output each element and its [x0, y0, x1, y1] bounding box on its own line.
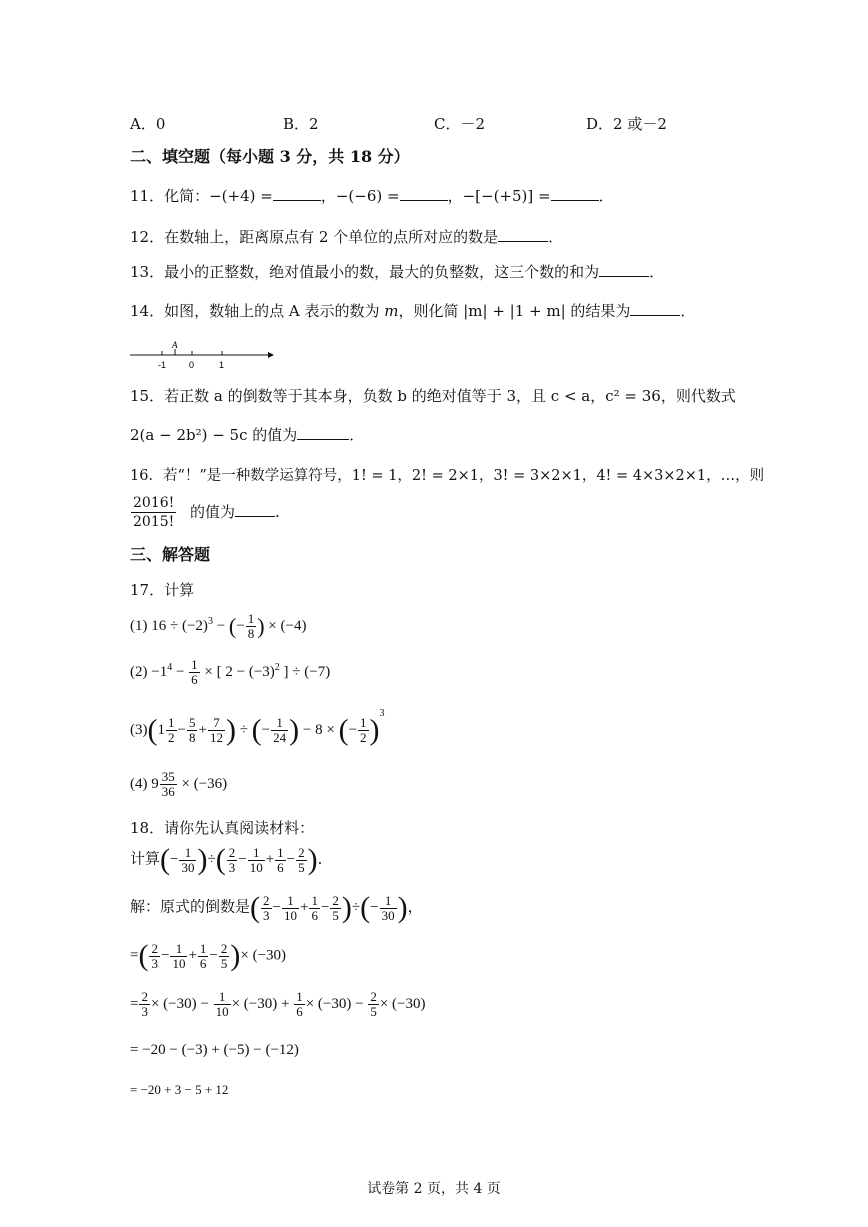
q14-text-2: ，则化简 |m| + |1 + m| 的结果为: [398, 302, 631, 320]
q11-blank-1[interactable]: [273, 186, 321, 201]
q14-var: m: [384, 302, 399, 320]
q17-part-2: [130, 658, 330, 687]
question-15-line-2: [130, 425, 364, 445]
q13-text: 13．最小的正整数，绝对值最小的数，最大的负整数，这三个数的和为: [130, 263, 600, 281]
q14-text-1: 14．如图，数轴上的点 A 表示的数为: [130, 302, 385, 320]
question-15-line-1: 15．若正数 a 的倒数等于其本身，负数 b 的绝对值等于 3，且 c < a，c² = 36，则代数式: [130, 387, 736, 405]
q17-p2-frac: $\frac{1}{6}$: [191, 657, 198, 687]
q17-p2-exp: 4: [167, 661, 173, 673]
q18-solution-line: 解：原式的倒数是( $\frac{2}{3}$ − $\frac{1}{10}$ + $\frac{1}{6}$ − $\frac{2}{5}$ )÷(− $\frac{1}{30}$ )，: [130, 891, 423, 924]
q17-p3-m8: − 8 ×: [299, 722, 339, 738]
q17-p1-c: × (−4): [264, 617, 307, 634]
question-16-line-2: [130, 494, 290, 531]
question-16-line-1: 16．若“！”是一种数学运算符号，1! = 1，2! = 2×1，3! = 3×2×1，4! = 4×3×2×1，…，则: [130, 468, 765, 484]
q16-fraction: [131, 494, 176, 531]
question-14: [130, 301, 695, 321]
q11-expr2: −(−6) =: [335, 187, 400, 205]
q18-step-3: = −20 − (−3) + (−5) − (−12): [130, 1042, 299, 1058]
q17-p4-a: (4) 9: [130, 775, 159, 792]
q17-p2-c: × [ 2 − (−3): [200, 663, 275, 680]
q11-lead: 11．化简：: [130, 187, 210, 205]
number-line: [128, 338, 278, 374]
question-17-title: 17．计算: [130, 581, 195, 599]
q11-expr1: −(+4) =: [209, 187, 273, 205]
q17-p3-whole: 1: [157, 722, 165, 738]
q16-end: ．: [275, 502, 291, 521]
question-12: [130, 227, 563, 247]
q12-blank[interactable]: [498, 227, 548, 242]
q16-blank[interactable]: [235, 502, 275, 517]
q18-step-2: = $\frac{2}{3}$ × (−30) − $\frac{1}{10}$ × (−30) + $\frac{1}{6}$ × (−30) − $\frac{2}{5}$ × (−30): [130, 989, 426, 1019]
q17-p3-div: ÷: [235, 722, 252, 738]
option-a: A．0: [130, 115, 166, 133]
tick-label-0: 0: [189, 360, 195, 370]
question-11: [130, 186, 614, 206]
question-13: [130, 262, 664, 282]
q18-solution-label: 解：原式的倒数是: [130, 899, 251, 916]
q16-numerator: 2016!: [133, 495, 175, 511]
q14-end: ．: [680, 302, 696, 320]
q12-end: ．: [548, 228, 564, 246]
q11-blank-3[interactable]: [551, 186, 599, 201]
q17-p2-a: (2) −1: [130, 663, 168, 680]
q13-blank[interactable]: [599, 262, 649, 277]
question-18-title: 18．请你先认真阅读材料：: [130, 819, 315, 837]
q15-blank[interactable]: [297, 425, 349, 440]
q18-calc-label: 计算: [130, 851, 161, 868]
q11-sep2: ，: [447, 187, 463, 205]
point-a-label: A: [172, 340, 178, 350]
q17-part-1: (1) $16 \div (-2)^3$ − (− $\frac{1}{8}$ ) × (−4): [130, 611, 307, 641]
q17-p3-frac1: $\frac{1}{2}$: [168, 715, 175, 746]
q18-calc-line: 计算(− $\frac{1}{30}$ )÷( $\frac{2}{3}$ − $\frac{1}{10}$ + $\frac{1}{6}$ − $\frac{2}{5}$ )．: [130, 843, 333, 876]
q17-p3-exp: 3: [379, 708, 385, 719]
q17-part-4: [130, 770, 227, 799]
q17-p2-b: −: [172, 663, 189, 680]
axis-arrow-icon: [268, 352, 274, 358]
q17-p3-frac4: $\frac{1}{24}$: [273, 715, 287, 746]
q11-end: ．: [598, 187, 614, 205]
q16-tail: 的值为: [190, 502, 236, 521]
q15-end: ．: [349, 426, 365, 444]
q17-p3-a: (3): [130, 722, 148, 738]
q14-blank[interactable]: [630, 301, 680, 316]
q17-p1-a: (1) 16 ÷ (−2): [130, 617, 208, 634]
q12-text: 12．在数轴上，距离原点有 2 个单位的点所对应的数是: [130, 228, 499, 246]
option-b: B．2: [283, 115, 319, 133]
page-footer: 试卷第 2 页，共 4 页: [367, 1181, 501, 1197]
q17-p4-b: × (−36): [177, 775, 228, 792]
tick-label-neg1: -1: [158, 360, 167, 370]
q18-step-4: = −20 + 3 − 5 + 12: [130, 1082, 229, 1097]
q17-p2-d: ] ÷ (−7): [279, 663, 331, 680]
tick-label-1: 1: [219, 360, 225, 370]
section-3-title: 三、解答题: [130, 545, 211, 564]
q15-expression: 2(a − 2b²) − 5c 的值为: [130, 426, 298, 444]
q11-expr3: −[−(+5)] =: [462, 187, 551, 205]
q17-p4-frac: $\frac{35}{36}$: [161, 769, 175, 799]
option-c: C．－2: [434, 115, 486, 133]
q17-p1-b: −: [212, 617, 229, 634]
q17-part-3: (3)(1 $\frac{1}{2}$ − $\frac{5}{8}$ + $\frac{7}{12}$ ) ÷ (− $\frac{1}{24}$ ) − 8 × (− $\frac{1}{2}$ )$^3$: [130, 708, 385, 747]
q17-p3-frac5: $\frac{1}{2}$: [360, 715, 367, 746]
q16-denominator: 2015!: [133, 514, 175, 530]
q17-p1-frac: $\frac{1}{8}$: [247, 611, 255, 641]
option-d: D．2 或－2: [586, 115, 667, 133]
q17-p3-frac3: $\frac{7}{12}$: [209, 715, 223, 746]
q13-end: ．: [649, 263, 665, 281]
q11-sep1: ，: [320, 187, 336, 205]
q17-p3-frac2: $\frac{5}{8}$: [188, 715, 196, 746]
q17-p1-exp: 3: [207, 615, 213, 627]
q18-step-1: =( $\frac{2}{3}$ − $\frac{1}{10}$ + $\frac{1}{6}$ − $\frac{2}{5}$ )× (−30): [130, 939, 287, 972]
section-2-title: 二、填空题（每小题 3 分，共 18 分）: [130, 147, 410, 166]
q11-blank-2[interactable]: [400, 186, 448, 201]
q17-p2-exp2: 2: [274, 661, 280, 673]
